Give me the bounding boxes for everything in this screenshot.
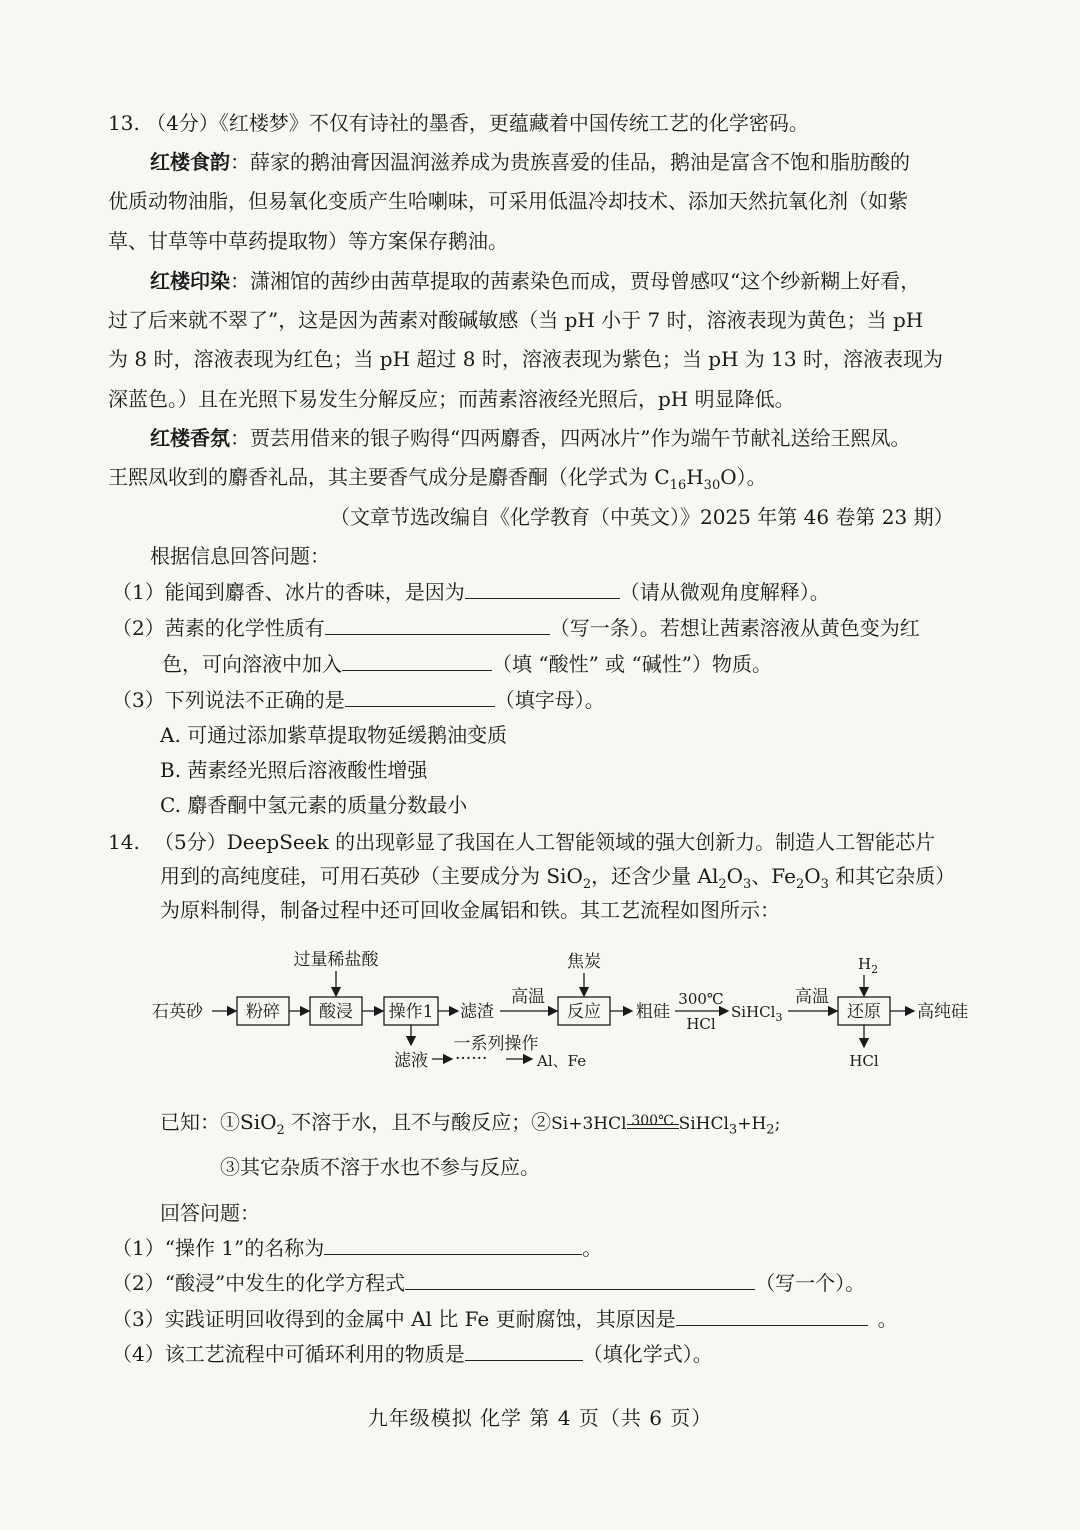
answer-blank-13-3[interactable] <box>345 686 495 707</box>
answer-blank-14-4[interactable] <box>465 1340 583 1361</box>
flow-series-ops: 一系列操作 <box>453 1034 539 1054</box>
flow-filtrate: 滤液 <box>394 1051 428 1071</box>
flow-coke: 焦炭 <box>567 952 601 972</box>
answer-blank-13-1[interactable] <box>465 578 620 599</box>
flow-sihcl3: SiHCl$_3$ <box>731 1003 783 1024</box>
scent-label: 红楼香氛 <box>150 426 230 450</box>
flow-start: 石英砂 <box>152 1002 203 1022</box>
flow-pure-si: 高纯硅 <box>917 1002 968 1022</box>
q13-prompt: 根据信息回答问题： <box>150 544 330 568</box>
q13-option-a: A. 可通过添加紫草提取物延缓鹅油变质 <box>160 723 508 747</box>
page-footer: 九年级模拟 化学 第 4 页（共 6 页） <box>367 1406 713 1430</box>
flow-h2: $H_2$ <box>858 955 879 976</box>
q14-part-1: （1）“操作 1”的名称为 。 <box>112 1236 603 1260</box>
q14-part-2: （2）“酸浸”中发生的化学方程式 （写一个）。 <box>112 1271 866 1295</box>
flow-acid-reagent: 过量稀盐酸 <box>293 950 379 970</box>
q13-part-2-cont: 色，可向溶液中加入 （填 “酸性” 或 “碱性”）物质。 <box>162 652 772 676</box>
flow-react: 反应 <box>567 1002 601 1022</box>
dye-label: 红楼印染 <box>150 269 230 293</box>
flow-high-temp-2: 高温 <box>795 987 829 1007</box>
q13-dye-line-3: 为 8 时，溶液表现为红色；当 pH 超过 8 时，溶液表现为紫色；当 pH 为 13 时，溶液表现为 <box>108 347 943 371</box>
q13-dye-line-1: 红楼印染：潇湘馆的茜纱由茜草提取的茜素染色而成，贾母曾感叹“这个纱新糊上好看， <box>150 269 921 293</box>
q13-food-line-1: 红楼食韵：薛家的鹅油膏因温润滋养成为贵族喜爱的佳品，鹅油是富含不饱和脂肪酸的 <box>150 150 910 174</box>
answer-blank-13-2a[interactable] <box>325 614 550 635</box>
q13-part-3: （3）下列说法不正确的是 （填字母）。 <box>112 688 605 712</box>
q13-part-2: （2）茜素的化学性质有 （写一条）。若想让茜素溶液从黄色变为红 <box>112 616 920 640</box>
process-flow-diagram <box>150 945 990 1080</box>
flow-residue: 滤渣 <box>460 1002 494 1022</box>
q14-part-4: （4）该工艺流程中可循环利用的物质是 （填化学式）。 <box>112 1342 713 1366</box>
q14-line-1: 14. （5分）DeepSeek 的出现彰显了我国在人工智能领域的强大创新力。制造人工智能芯片 <box>108 827 935 857</box>
answer-blank-13-2b[interactable] <box>342 650 492 671</box>
answer-blank-14-2[interactable] <box>405 1269 755 1290</box>
q13-score: （4分） <box>146 111 219 135</box>
q14-part-3: （3）实践证明回收得到的金属中 Al 比 Fe 更耐腐蚀，其原因是 。 <box>112 1307 898 1331</box>
q14-known-line-3: ③其它杂质不溶于水也不参与反应。 <box>220 1155 540 1179</box>
q14-known-line-1: 已知：①SiO$_2$ 不溶于水，且不与酸反应；②Si+3HCl 300℃ $SiHCl_3+H_2$; <box>160 1110 781 1138</box>
flow-hcl-out: HCl <box>849 1052 879 1070</box>
q13-header <box>108 108 809 138</box>
flow-dots: ······ <box>455 1049 488 1069</box>
q14-number: 14. <box>108 830 140 854</box>
flow-acid-leach: 酸浸 <box>319 1002 353 1022</box>
q13-source: （文章节选改编自《化学教育（中英文）》2025 年第 46 卷第 23 期） <box>330 505 954 529</box>
flow-metals: Al、Fe <box>537 1052 587 1070</box>
flow-crude-si: 粗硅 <box>636 1002 670 1022</box>
q13-option-c: C. 麝香酮中氢元素的质量分数最小 <box>160 793 468 817</box>
q13-food-line-3: 草、甘草等中草药提取物）等方案保存鹅油。 <box>108 229 508 253</box>
answer-blank-14-1[interactable] <box>324 1234 582 1255</box>
q14-line-2: 用到的高纯度硅，可用石英砂（主要成分为 SiO$_2$，还含少量 $Al_2O_3$、$Fe_2O_3$ 和其它杂质） <box>160 864 956 892</box>
food-label: 红楼食韵 <box>150 150 230 174</box>
flow-hcl: HCl <box>686 1015 716 1033</box>
q13-number: 13. <box>108 111 140 135</box>
q14-line-3: 为原料制得，制备过程中还可回收金属铝和铁。其工艺流程如图所示： <box>160 898 780 922</box>
equation-condition: 300℃ <box>627 1120 679 1129</box>
q13-food-line-2: 优质动物油脂，但易氧化变质产生哈喇味，可采用低温冷却技术、添加天然抗氧化剂（如紫 <box>108 189 908 213</box>
q13-part-1: （1）能闻到麝香、冰片的香味，是因为 （请从微观角度解释）。 <box>112 580 830 604</box>
equation: Si+3HCl 300℃ $SiHCl_3+H_2$; <box>551 1113 781 1138</box>
flow-crush: 粉碎 <box>246 1002 280 1022</box>
flow-temp-300: 300℃ <box>678 990 724 1008</box>
q13-option-b: B. 茜素经光照后溶液酸性增强 <box>160 758 428 782</box>
q14-answer-prompt: 回答问题： <box>160 1201 260 1225</box>
flow-op1: 操作1 <box>388 1002 434 1022</box>
q13-dye-line-4: 深蓝色。）且在光照下易发生分解反应；而茜素溶液经光照后，pH 明显降低。 <box>108 387 795 411</box>
q13-intro: 《红楼梦》不仅有诗社的墨香，更蕴藏着中国传统工艺的化学密码。 <box>218 111 809 135</box>
q13-scent-line-2: 王熙凤收到的麝香礼品，其主要香气成分是麝香酮（化学式为 $C_{16}H_{30}O$）。 <box>108 465 767 493</box>
flow-reduce: 还原 <box>847 1002 881 1022</box>
answer-blank-14-3[interactable] <box>676 1305 868 1326</box>
q13-scent-line-1: 红楼香氛：贾芸用借来的银子购得“四两麝香，四两冰片”作为端午节献礼送给王熙凤。 <box>150 426 911 450</box>
q13-dye-line-2: 过了后来就不翠了”，这是因为茜素对酸碱敏感（当 pH 小于 7 时，溶液表现为黄色；当 pH <box>108 308 924 332</box>
flow-high-temp-1: 高温 <box>511 987 545 1007</box>
